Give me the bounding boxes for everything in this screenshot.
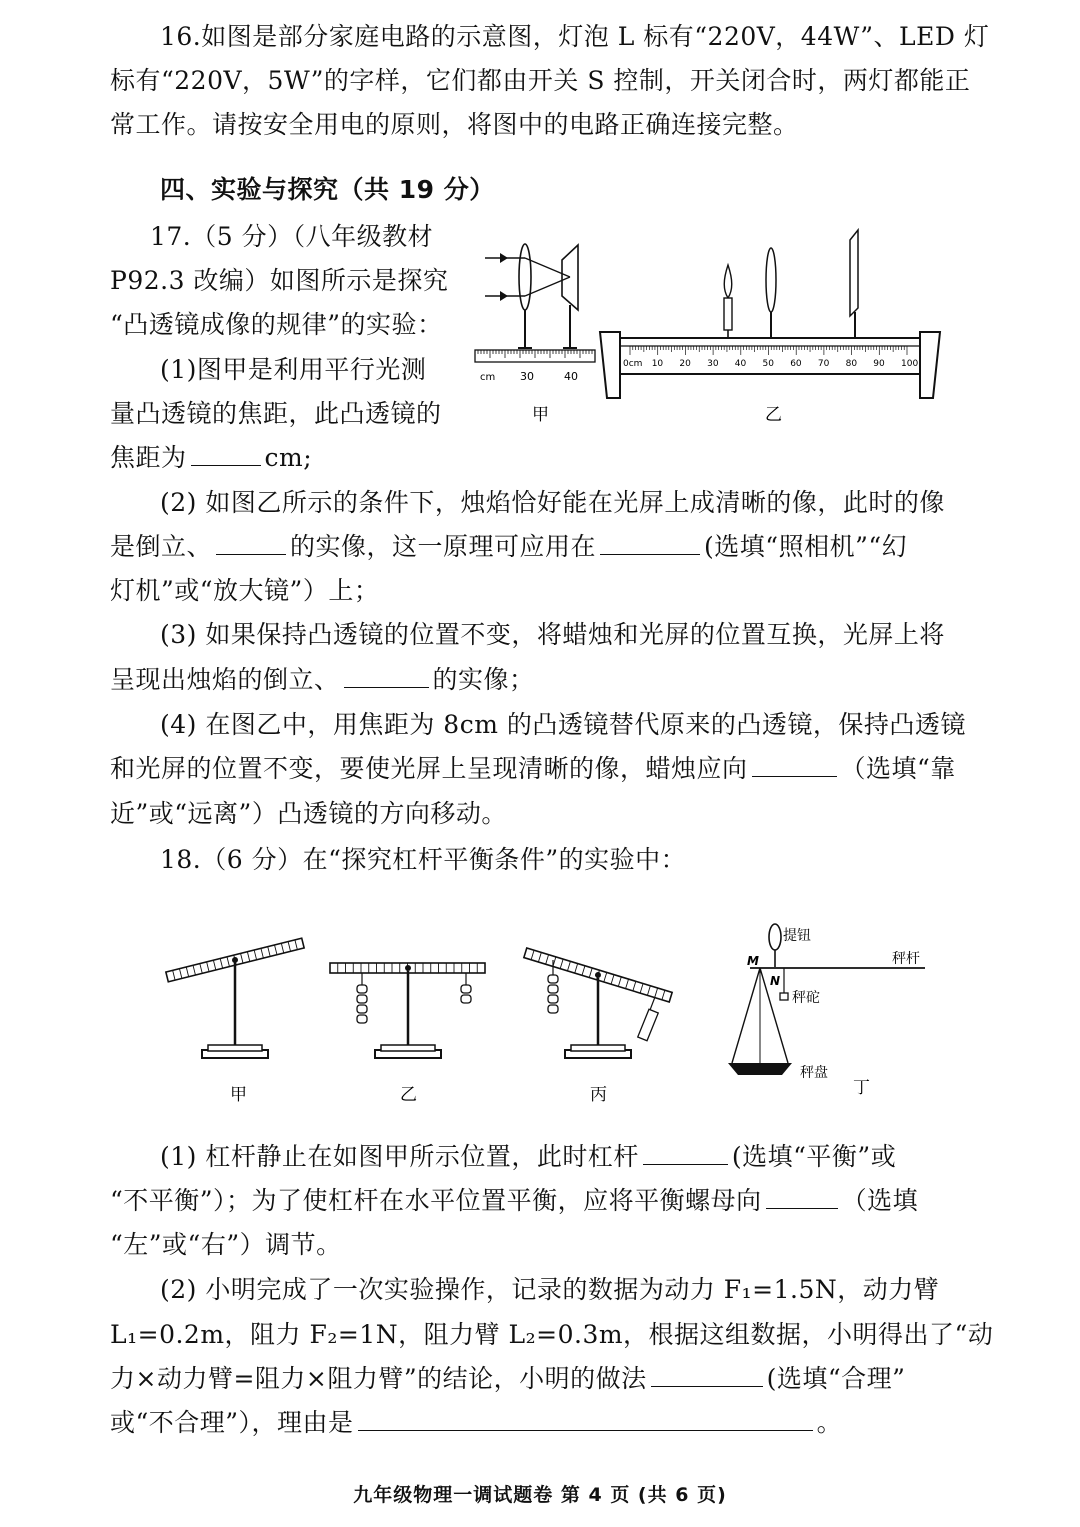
q18-p2-line-3 <box>110 1364 905 1394</box>
q17-p4-line-1: (4) 在图乙中，用焦距为 8cm 的凸透镜替代原来的凸透镜，保持凸透镜 <box>160 710 966 739</box>
q17-candle-direction-blank[interactable] <box>752 754 837 777</box>
label-chengpan: 秤盘 <box>800 1065 828 1081</box>
q17-application-blank[interactable] <box>600 532 700 555</box>
ruler-yi-tick-label: 70 <box>817 359 830 369</box>
lever-caption-jia: 甲 <box>230 1085 247 1105</box>
label-n: N <box>770 974 781 988</box>
ruler-yi-tick-label: 80 <box>845 359 858 369</box>
bench-left-leg <box>600 332 620 398</box>
q18-p1-text-a: (1) 杠杆静止在如图甲所示位置，此时杠杆 <box>160 1142 639 1171</box>
q17-p4-text-b: （选填“靠 <box>840 754 956 783</box>
ruler-jia-unit: cm <box>480 372 496 383</box>
q17-line-2: P92.3 改编）如图所示是探究 <box>110 266 449 295</box>
q18-p1-text-d: （选填 <box>841 1186 919 1215</box>
candle-flame <box>724 265 732 298</box>
fig-yi-caption: 乙 <box>765 405 782 425</box>
ruler-yi-tick-label: 40 <box>734 359 747 369</box>
q18-p2-line-4 <box>110 1408 842 1438</box>
lever-caption-yi: 乙 <box>400 1085 417 1105</box>
q18-line-1: 18.（6 分）在“探究杠杆平衡条件”的实验中： <box>160 845 687 874</box>
lever-bing <box>524 948 672 1058</box>
fig-optical-bench <box>595 220 945 425</box>
q18-reasonable-blank[interactable] <box>651 1364 763 1387</box>
q17-p1-line-2: 量凸透镜的焦距，此凸透镜的 <box>110 399 442 428</box>
ray-arrow-top <box>500 253 508 263</box>
q18-balance-state-blank[interactable] <box>643 1142 728 1165</box>
label-chengtuo: 秤砣 <box>792 990 820 1006</box>
q17-p2-text-c: (选填“照相机”“幻 <box>704 532 908 561</box>
bench-screen <box>850 230 858 316</box>
lever-caption-bing: 丙 <box>590 1085 607 1105</box>
q17-p1-text: 焦距为 <box>110 443 187 472</box>
q18-p2-text-b: (选填“合理” <box>766 1364 906 1393</box>
q16-line-2: 标有“220V，5W”的字样，它们都由开关 S 控制，开关闭合时，两灯都能正 <box>110 66 971 95</box>
q17-p4-text-a: 和光屏的位置不变，要使光屏上呈现清晰的像，蜡烛应向 <box>110 754 748 783</box>
q17-line-3: “凸透镜成像的规律”的实验： <box>110 310 443 339</box>
q17-p3-text-b: 的实像； <box>432 665 535 694</box>
q17-p3-line-2 <box>110 665 535 695</box>
bench-right-leg <box>920 332 940 398</box>
steelyard <box>728 924 925 1075</box>
q17-p2-line-1: (2) 如图乙所示的条件下，烛焰恰好能在光屏上成清晰的像，此时的像 <box>160 488 945 517</box>
q16-line-3: 常工作。请按安全用电的原则，将图中的电路正确连接完整。 <box>110 110 799 139</box>
ruler-yi-tick-label: 100 <box>901 359 919 369</box>
q17-p4-line-2 <box>110 754 956 784</box>
q17-p2-line-3: 灯机”或“放大镜”）上； <box>110 576 380 605</box>
ruler-yi-tick-label: 30 <box>707 359 719 369</box>
q17-p1-line-3 <box>110 443 312 473</box>
lever-caption-ding: 丁 <box>853 1078 870 1098</box>
q17-focal-length-blank[interactable] <box>191 443 261 466</box>
ray-arrow-bottom <box>500 291 508 301</box>
q18-p2-line-2: L₁=0.2m，阻力 F₂=1N，阻力臂 L₂=0.3m，根据这组数据，小明得出了“动 <box>110 1320 994 1349</box>
q18-reason-blank[interactable] <box>358 1408 813 1431</box>
q17-p3-line-1: (3) 如果保持凸透镜的位置不变，将蜡烛和光屏的位置互换，光屏上将 <box>160 620 945 649</box>
ruler-yi-tick-label: 90 <box>873 359 885 369</box>
fig-lens-focal-length <box>470 220 600 425</box>
ruler-yi-tick-label: 10 <box>651 359 664 369</box>
q18-p1-text-b: (选填“平衡”或 <box>731 1142 897 1171</box>
q17-p1-unit: cm; <box>264 443 313 472</box>
q18-nut-direction-blank[interactable] <box>766 1186 838 1209</box>
ruler-yi-tick-label: 60 <box>790 359 802 369</box>
q18-p2-text-d: 。 <box>816 1408 843 1437</box>
ruler-jia-tick-30: 30 <box>520 370 534 383</box>
fig-jia-caption: 甲 <box>532 405 549 425</box>
q17-p2-text-a: 是倒立、 <box>110 532 213 561</box>
q16-line-1: 16.如图是部分家庭电路的示意图，灯泡 L 标有“220V，44W”、LED 灯 <box>160 22 990 51</box>
convex-lens <box>519 244 531 310</box>
ruler-yi-unit: 0cm <box>623 359 643 369</box>
q17-image-size-blank[interactable] <box>216 532 286 555</box>
lever-yi <box>330 963 485 1058</box>
q18-p1-line-3: “左”或“右”）调节。 <box>110 1230 342 1259</box>
q17-line-1: 17.（5 分）（八年级教材 <box>150 222 434 251</box>
q17-p4-line-3: 近”或“远离”）凸透镜的方向移动。 <box>110 799 507 828</box>
ruler-yi-tick-label: 20 <box>679 359 691 369</box>
ruler-yi-tick-label: 50 <box>762 359 774 369</box>
label-chenggan: 秤杆 <box>892 951 920 967</box>
label-m: M <box>747 954 759 968</box>
q18-p2-line-1: (2) 小明完成了一次实验操作，记录的数据为动力 F₁=1.5N，动力臂 <box>160 1275 940 1304</box>
label-tiniu: 提钮 <box>783 928 811 944</box>
q18-p1-text-c: “不平衡”）；为了使杠杆在水平位置平衡，应将平衡螺母向 <box>110 1186 762 1215</box>
candle-body <box>724 298 732 330</box>
q18-p1-line-2 <box>110 1186 918 1216</box>
fig-lever-experiments <box>150 915 940 1115</box>
lever-jia <box>166 938 304 1058</box>
bench-lens <box>766 248 776 312</box>
ruler-jia-tick-40: 40 <box>564 370 578 383</box>
q17-p3-text-a: 呈现出烛焰的倒立、 <box>110 665 340 694</box>
q17-p2-line-2 <box>110 532 907 562</box>
q18-p2-text-c: 或“不合理”），理由是 <box>110 1408 354 1437</box>
q17-p2-text-b: 的实像，这一原理可应用在 <box>290 532 597 561</box>
q17-swapped-image-blank[interactable] <box>344 665 429 688</box>
section-4-title: 四、实验与探究（共 19 分） <box>160 175 495 204</box>
q18-p2-text-a: 力×动力臂=阻力×阻力臂”的结论，小明的做法 <box>110 1364 647 1393</box>
q18-p1-line-1 <box>160 1142 896 1172</box>
page-footer: 九年级物理一调试题卷 第 4 页 (共 6 页) <box>353 1484 727 1506</box>
q17-p1-line-1: (1)图甲是利用平行光测 <box>160 355 427 384</box>
